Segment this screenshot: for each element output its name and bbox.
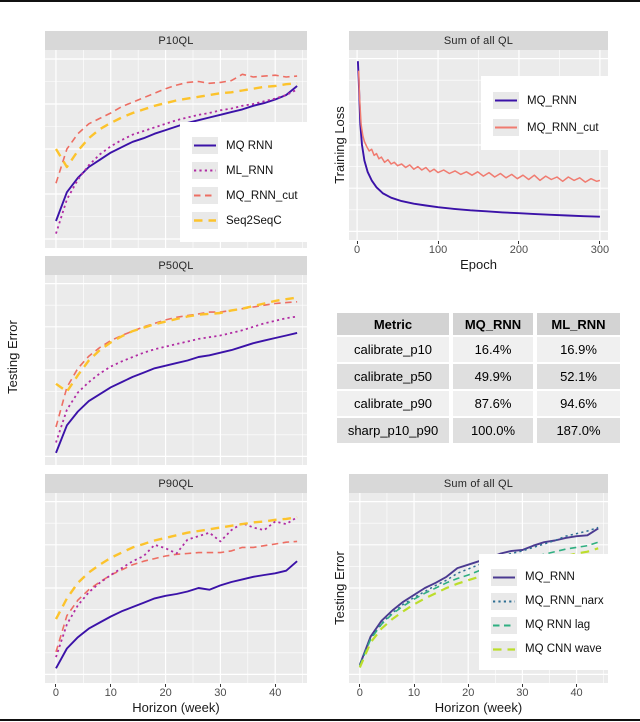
- legend-label-seq2seqc: Seq2SeqC: [226, 214, 282, 227]
- metrics-header-cell: MQ_RNN: [453, 313, 533, 335]
- testing-error-axis-label-right: Testing Error: [332, 551, 347, 625]
- sum-testing-x-ticks: [349, 684, 608, 700]
- legend-item-mq_rnn: [192, 133, 314, 158]
- metrics-table: [333, 311, 624, 445]
- legend-label-mq_rnn: MQ_RNN: [525, 571, 575, 583]
- metrics-cell: 87.6%: [453, 391, 533, 416]
- metrics-cell: 187.0%: [537, 418, 620, 443]
- metrics-cell: 100.0%: [453, 418, 533, 443]
- legend-label-mq_rnn_cut: MQ_RNN_cut: [226, 189, 298, 202]
- legend-item-mq_cnn_wave: [491, 637, 640, 661]
- legend-item-mq_rnn_cut: [192, 183, 314, 208]
- legend-label-mq_rnn: MQ RNN: [226, 139, 273, 152]
- legend-item-mq_rnn_cut: [493, 114, 640, 141]
- metrics-row: [337, 337, 620, 362]
- p10ql-legend: [180, 122, 324, 242]
- p90ql-plot-area: [45, 493, 307, 683]
- panel-p90ql: [45, 474, 307, 683]
- legend-label-mq_rnn_cut: MQ_RNN_cut: [527, 121, 599, 134]
- training-legend: [481, 76, 640, 150]
- legend-key-mq_rnn_cut: [493, 119, 519, 136]
- legend-key-mq_rnn_narx: [491, 593, 517, 610]
- bottom-rule: [0, 719, 640, 721]
- training-title-strip: Sum of all QL: [349, 31, 608, 50]
- x-tick-label: 10: [407, 687, 421, 699]
- legend-label-ml_rnn: ML_RNN: [226, 164, 274, 177]
- legend-item-mq_rnn_lag: [491, 613, 640, 637]
- legend-key-mq_rnn_lag: [491, 617, 517, 634]
- x-tick-label: 0: [52, 687, 60, 699]
- metrics-row: [337, 391, 620, 416]
- metrics-cell: calibrate_p90: [337, 391, 449, 416]
- top-rule: [0, 0, 640, 2]
- legend-key-mq_rnn: [192, 137, 218, 154]
- left-y-axis-label: Testing Error: [5, 320, 20, 394]
- series-line-seq2seqc: [56, 298, 297, 392]
- series-line-ml_rnn: [56, 517, 297, 657]
- x-tick-label: 40: [570, 687, 583, 699]
- metrics-cell: 49.9%: [453, 364, 533, 389]
- metrics-header-cell: Metric: [337, 313, 449, 335]
- p90ql-title-strip: P90QL: [45, 474, 307, 493]
- series-line-mq_rnn: [56, 561, 297, 668]
- legend-item-mq_rnn: [491, 565, 640, 589]
- metrics-header-cell: ML_RNN: [537, 313, 620, 335]
- x-tick-label: 20: [462, 687, 475, 699]
- sum-testing-legend: [479, 554, 640, 670]
- x-tick-label: 10: [104, 687, 117, 699]
- series-line-mq_rnn_cut: [56, 541, 297, 652]
- horizon-axis-label-right: Horizon (week): [434, 700, 523, 715]
- x-tick-label: 300: [590, 244, 610, 256]
- metrics-cell: sharp_p10_p90: [337, 418, 449, 443]
- legend-item-mq_rnn: [493, 87, 640, 114]
- x-tick-label: 0: [354, 244, 361, 256]
- series-line-ml_rnn: [56, 317, 297, 443]
- x-tick-label: 200: [509, 244, 529, 256]
- p10ql-title-strip: P10QL: [45, 31, 307, 50]
- metrics-row: [337, 364, 620, 389]
- x-tick-label: 100: [428, 244, 448, 256]
- legend-label-mq_cnn_wave: MQ CNN wave: [525, 643, 602, 655]
- panel-p50ql: [45, 256, 307, 465]
- legend-item-mq_rnn_narx: [491, 589, 640, 613]
- metrics-cell: 16.4%: [453, 337, 533, 362]
- p90ql-x-ticks: [45, 684, 307, 700]
- metrics-cell: 52.1%: [537, 364, 620, 389]
- series-line-seq2seqc: [56, 517, 297, 619]
- legend-item-seq2seqc: [192, 208, 314, 233]
- legend-label-mq_rnn_lag: MQ RNN lag: [525, 619, 591, 631]
- metrics-cell: calibrate_p50: [337, 364, 449, 389]
- legend-key-mq_rnn: [493, 92, 519, 109]
- p50ql-plot-area: [45, 275, 307, 465]
- metrics-row: [337, 418, 620, 443]
- series-line-mq_rnn_cut: [56, 302, 297, 427]
- x-tick-label: 40: [269, 687, 282, 699]
- legend-key-ml_rnn: [192, 162, 218, 179]
- legend-key-mq_rnn: [491, 569, 517, 586]
- x-tick-label: 20: [159, 687, 172, 699]
- metrics-cell: calibrate_p10: [337, 337, 449, 362]
- legend-label-mq_rnn_narx: MQ_RNN_narx: [525, 595, 604, 607]
- x-tick-label: 30: [516, 687, 529, 699]
- training-loss-axis-label: Training Loss: [332, 106, 347, 184]
- legend-key-seq2seqc: [192, 212, 218, 229]
- sum-testing-title-strip: Sum of all QL: [349, 474, 608, 493]
- epoch-axis-label: Epoch: [460, 257, 497, 272]
- training-x-ticks: [349, 241, 608, 257]
- p50ql-title-strip: P50QL: [45, 256, 307, 275]
- legend-key-mq_cnn_wave: [491, 641, 517, 658]
- x-tick-label: 30: [214, 687, 227, 699]
- metrics-header-row: [337, 313, 620, 335]
- legend-key-mq_rnn_cut: [192, 187, 218, 204]
- horizon-axis-label-left: Horizon (week): [132, 700, 220, 715]
- x-tick-label: 0: [356, 687, 363, 699]
- metrics-cell: 94.6%: [537, 391, 620, 416]
- metrics-cell: 16.9%: [537, 337, 620, 362]
- legend-item-ml_rnn: [192, 158, 314, 183]
- legend-label-mq_rnn: MQ_RNN: [527, 94, 577, 107]
